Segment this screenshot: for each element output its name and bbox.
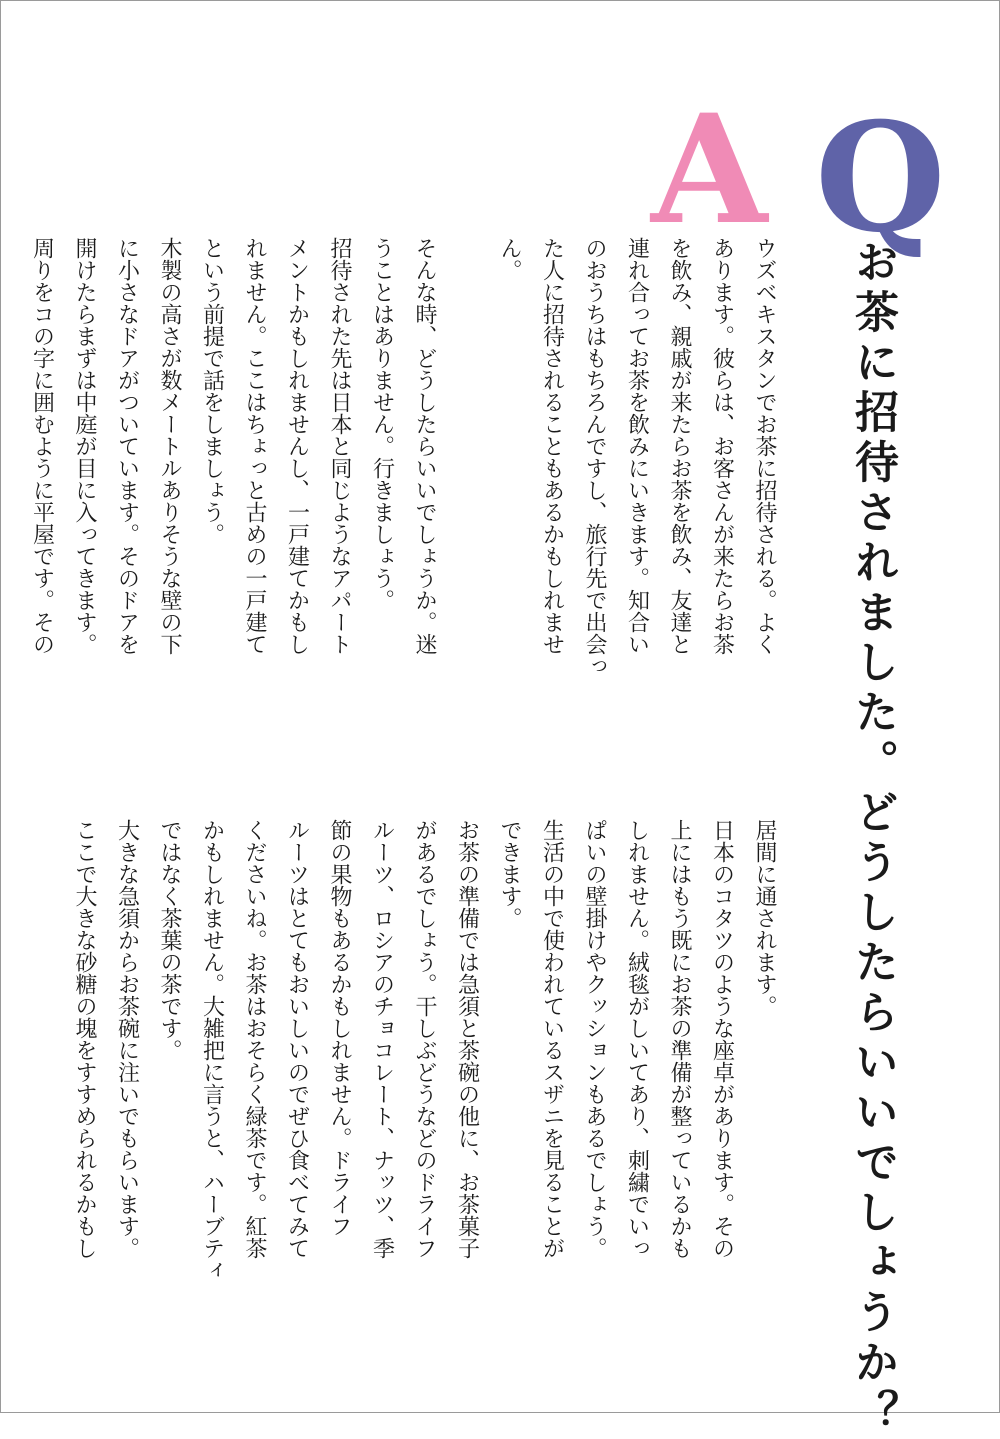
text-line: 日本のコタツのような座卓があります。その <box>709 819 735 1259</box>
text-line: 連れ合ってお茶を飲みにいきます。知合い <box>624 237 650 655</box>
text-line: うことはありません。行きましょう。 <box>369 237 395 611</box>
text-line: 周りをコの字に囲むように平屋です。その <box>29 237 55 655</box>
text-line: た人に招待されることもあるかもしれませ <box>539 237 565 655</box>
text-line: があるでしょう。干しぶどうなどのドライフ <box>412 819 437 1259</box>
text-line: くださいね。お茶はおそらく緑茶です。紅茶 <box>242 819 267 1259</box>
paragraph-gap <box>445 237 488 757</box>
text-line: 開けたらまずは中庭が目に入ってきます。 <box>72 237 97 655</box>
text-line: ん。 <box>497 237 522 281</box>
text-line: しれません。絨毯がしいてあり、刺繍でいっ <box>624 819 650 1259</box>
text-line: 節の果物もあるかもしれません。ドライフ <box>327 819 352 1237</box>
text-line: ではなく茶葉の茶です。 <box>157 819 182 1061</box>
question-title: お茶に招待されました。どうしたらいいでしょうか？ <box>847 239 898 1439</box>
text-line: メントかもしれませんし、一戸建てかもし <box>284 237 310 655</box>
answer-letter-a: A <box>651 82 768 258</box>
text-line: あります。彼らは、お客さんが来たらお茶 <box>709 237 735 655</box>
text-line: れません。ここはちょっと古めの一戸建て <box>242 237 267 655</box>
answer-text-bottom <box>72 819 785 1339</box>
text-line: 木製の高さが数メートルありそうな壁の下 <box>157 237 182 655</box>
text-line: のおうちはもちろんですし、旅行先で出会っ <box>582 237 607 677</box>
text-line: ぱいの壁掛けやクッションもあるでしょう。 <box>582 819 607 1259</box>
text-line: 居間に通されます。 <box>752 819 777 1017</box>
text-line: できます。 <box>497 819 522 929</box>
text-line: ここで大きな砂糖の塊をすすめられるかもし <box>72 819 97 1259</box>
text-line: という前提で話をしましょう。 <box>199 237 225 545</box>
text-line: お茶の準備では急須と茶碗の他に、お茶菓子 <box>454 819 480 1259</box>
text-line: 大きな急須からお茶碗に注いでもらいます。 <box>114 819 140 1259</box>
text-line: に小さなドアがついています。そのドアを <box>114 237 140 655</box>
text-line: そんな時、どうしたらいいでしょうか。迷 <box>412 237 437 655</box>
text-line: ウズベキスタンでお茶に招待される。よく <box>752 237 777 655</box>
text-line: を飲み、親戚が来たらお茶を飲み、友達と <box>667 237 692 655</box>
text-line: 生活の中で使われているスザニを見ることが <box>539 819 565 1259</box>
text-line: ルーツはとてもおいしいのでぜひ食べてみて <box>284 819 310 1259</box>
text-line: 招待された先は日本と同じようなアパート <box>327 237 352 655</box>
text-line: 上にはもう既にお茶の準備が整っているかも <box>667 819 692 1259</box>
text-line: ルーツ、ロシアのチョコレート、ナッツ、季 <box>369 819 395 1259</box>
text-line: かもしれません。大雑把に言うと、ハーブティ <box>199 819 225 1281</box>
answer-text-top <box>29 237 785 757</box>
question-letter-q: Q <box>815 90 946 266</box>
